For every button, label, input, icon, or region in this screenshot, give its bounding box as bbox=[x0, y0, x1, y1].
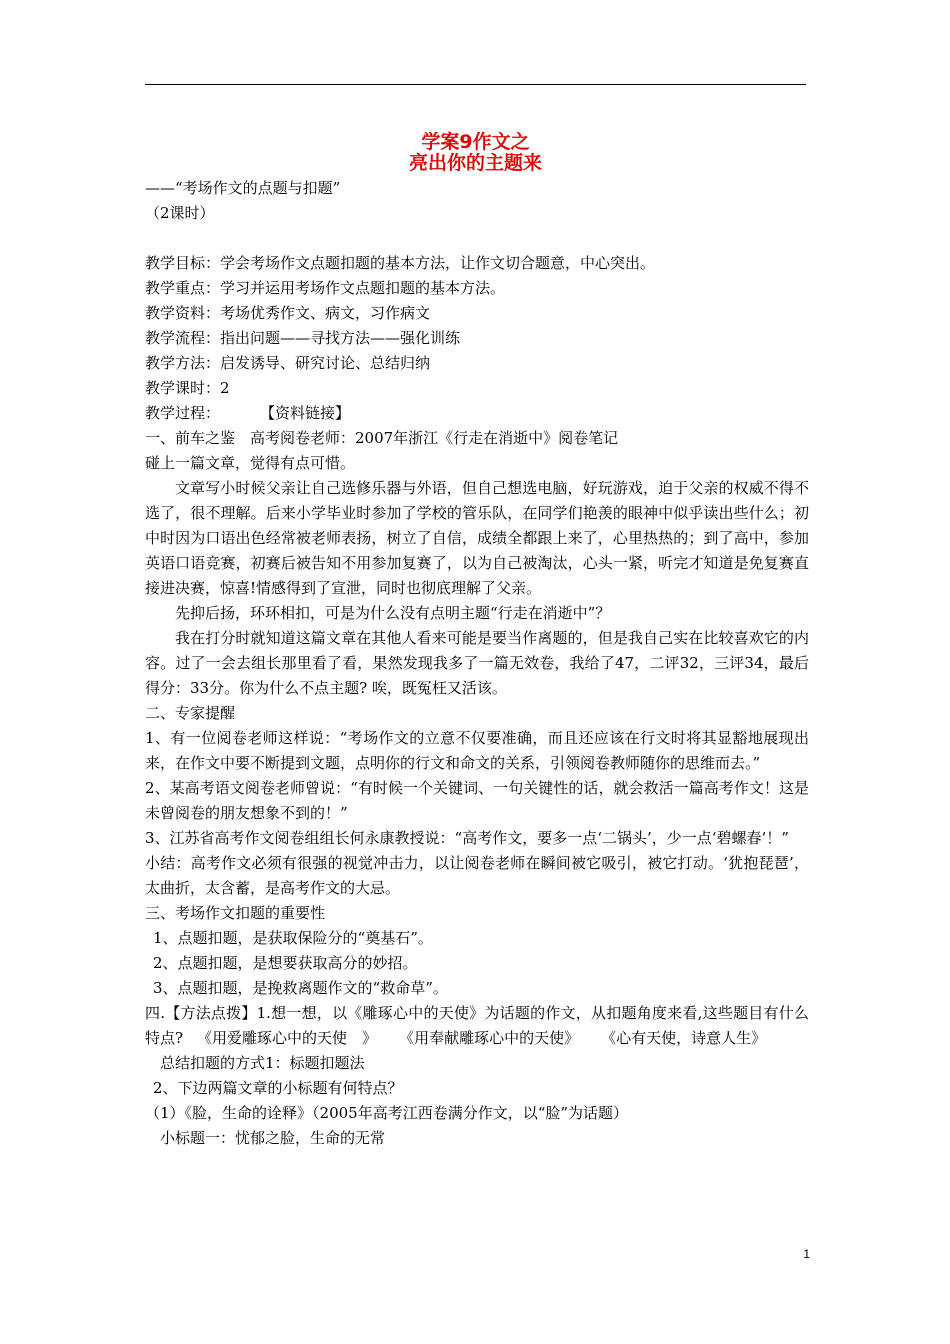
example-title-1: 《用爱雕琢心中的天使 》 bbox=[197, 1029, 378, 1047]
expert-tip-1: 1、有一位阅卷老师这样说：“考场作文的立意不仅要准确，而且还应该在行文时将其显豁地展现出来，在作文中要不断提到文题，点明你的行文和命文的关系，引领阅卷教师随你的思维而去。” bbox=[145, 729, 809, 772]
section1-heading: 一、前车之鉴 高考阅卷老师：2007年浙江《行走在消逝中》阅卷笔记 bbox=[145, 429, 619, 447]
header-rule bbox=[145, 84, 806, 85]
section3-heading: 三、考场作文扣题的重要性 bbox=[145, 904, 326, 922]
subtitle: ——“考场作文的点题与扣题” bbox=[145, 179, 341, 197]
document-title-line1: 学案9作文之 bbox=[421, 131, 530, 153]
teaching-key-point: 教学重点：学习并运用考场作文点题扣题的基本方法。 bbox=[145, 279, 506, 297]
example-title-3: 《心有天使，诗意人生》 bbox=[601, 1029, 767, 1047]
paragraph-score: 我在打分时就知道这篇文章在其他人看来可能是要当作离题的，但是我自己实在比较喜欢它的内容。过了一会去组长那里看了看，果然发现我多了一篇无效卷，我给了47，二评32，三评34，最后得分：33分。你为什么不点主题? 唉，既冤枉又活该。 bbox=[145, 629, 809, 697]
expert-tip-3: 3、江苏省高考作文阅卷组组长何永康教授说：“高考作文，要多一点‘二锅头’，少一点‘碧螺春’！” bbox=[145, 829, 789, 847]
teaching-materials: 教学资料：考场优秀作文、病文，习作病文 bbox=[145, 304, 431, 322]
example-title-2: 《用奉献雕琢心中的天使》 bbox=[399, 1029, 580, 1047]
teaching-methods: 教学方法：启发诱导、研究讨论、总结归纳 bbox=[145, 354, 431, 372]
section4-heading: 四.【方法点拨】1.想一想，以《雕琢心中的天使》为话题的作文，从扣题角度来看,这些题目有什么特点? bbox=[145, 1004, 809, 1047]
importance-1: 1、点题扣题，是获取保险分的“奠基石”。 bbox=[153, 929, 433, 947]
process-label: 教学过程： bbox=[145, 404, 221, 422]
class-hours: （2课时） bbox=[145, 204, 215, 222]
importance-3: 3、点题扣题，是挽救离题作文的“救命草”。 bbox=[153, 979, 448, 997]
essay-1: （1）《脸，生命的诠释》（2005年高考江西卷满分作文，以“脸”为话题） bbox=[145, 1104, 629, 1122]
blank-line bbox=[145, 226, 809, 251]
document-body bbox=[145, 176, 809, 1151]
section2-heading: 二、专家提醒 bbox=[145, 704, 236, 722]
teaching-hours: 教学课时：2 bbox=[145, 379, 230, 397]
paragraph-pity: 碰上一篇文章，觉得有点可惜。 bbox=[145, 454, 356, 472]
section4-paragraph bbox=[145, 1001, 809, 1051]
importance-2: 2、点题扣题，是想要获取高分的妙招。 bbox=[153, 954, 418, 972]
summary: 小结：高考作文必须有很强的视觉冲击力，以让阅卷老师在瞬间被它吸引，被它打动。‘犹抱琵琶’，太曲折，太含蓄，是高考作文的大忌。 bbox=[145, 854, 809, 897]
question-2: 2、下边两篇文章的小标题有何特点？ bbox=[153, 1079, 403, 1097]
method-summary-1: 总结扣题的方式1：标题扣题法 bbox=[160, 1054, 365, 1072]
document-title-line2: 亮出你的主题来 bbox=[408, 152, 542, 174]
subheading-1: 小标题一：忧郁之脸，生命的无常 bbox=[160, 1129, 386, 1147]
teaching-goal: 教学目标：学会考场作文点题扣题的基本方法，让作文切合题意，中心突出。 bbox=[145, 254, 656, 272]
process-link: 【资料链接】 bbox=[260, 404, 351, 422]
paragraph-story: 文章写小时候父亲让自己选修乐器与外语，但自己想选电脑，好玩游戏，迫于父亲的权威不得不选了，很不理解。后来小学毕业时参加了学校的管乐队，在同学们艳羡的眼神中似乎读出些什么；初中时因为口语出色经常被老师表扬，树立了自信，成绩全都跟上来了，心里热热的；到了高中，参加英语口语竞赛，初赛后被告知不用参加复赛了，以为自己被淘汰，心头一紧，听完才知道是免复赛直接进决赛，惊喜!情感得到了宣泄，同时也彻底理解了父亲。 bbox=[145, 479, 809, 597]
paragraph-question: 先抑后扬，环环相扣，可是为什么没有点明主题“行走在消逝中”？ bbox=[175, 604, 611, 622]
page-number: 1 bbox=[803, 1247, 810, 1261]
expert-tip-2: 2、某高考语文阅卷老师曾说：“有时候一个关键词、一句关键性的话，就会救活一篇高考作文！这是未曾阅卷的朋友想象不到的！” bbox=[145, 779, 809, 822]
teaching-flow: 教学流程：指出问题——寻找方法——强化训练 bbox=[145, 329, 461, 347]
teaching-process bbox=[145, 401, 809, 426]
